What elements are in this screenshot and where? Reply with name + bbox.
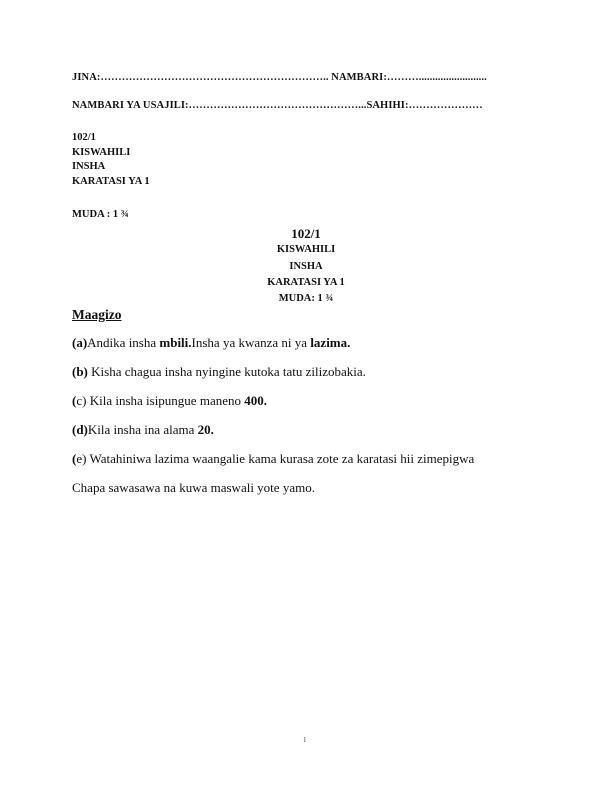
center-karatasi: KARATASI YA 1 [267, 277, 345, 288]
instructions-title: Maagizo [72, 307, 122, 322]
paper-info-block [72, 131, 150, 189]
name-field-line[interactable] [72, 72, 487, 83]
item-label: (b) [72, 364, 88, 379]
center-paper: INSHA [289, 261, 323, 272]
page-number: 1 [303, 736, 307, 744]
instruction-b: (b) Kisha chagua insha nyingine kutoka tatu zilizobakia. [72, 364, 366, 379]
sahihi-label: SAHIHI: [366, 100, 409, 111]
paper-karatasi: KARATASI YA 1 [72, 175, 150, 187]
paper-time: MUDA : 1 ¾ [72, 209, 129, 220]
instruction-d: (d)Kila insha ina alama 20. [72, 422, 214, 437]
center-code: 102/1 [291, 226, 321, 241]
instruction-e: (e) Watahiniwa lazima waangalie kama kurasa zote za karatasi hii zimepigwa [72, 451, 475, 466]
sahihi-dots[interactable]: ………………… [408, 100, 483, 111]
jina-label: JINA: [72, 72, 101, 83]
usajili-label: NAMBARI YA USAJILI: [72, 100, 189, 111]
item-label-open: ( [72, 451, 77, 466]
item-label-open: ( [72, 393, 77, 408]
item-label: (d) [72, 422, 88, 437]
nambari-label: NAMBARI: [328, 72, 387, 83]
center-time: MUDA: 1 ¾ [278, 293, 334, 304]
item-label-rest: e) [76, 451, 87, 466]
jina-dots[interactable]: ……………………………………………………….. [100, 72, 329, 83]
instruction-c: (c) Kila insha isipungue maneno 400. [72, 393, 267, 408]
item-label-rest: c) [76, 393, 87, 408]
usajili-dots[interactable]: …………………………………………... [188, 100, 367, 111]
paper-subject: KISWAHILI [72, 146, 131, 158]
center-subject: KISWAHILI [276, 244, 336, 255]
instruction-e-continuation: Chapa sawasawa na kuwa maswali yote yamo. [72, 480, 315, 495]
item-label: (a) [72, 335, 88, 350]
instruction-a: (a)Andika insha mbili.Insha ya kwanza ni ya lazima. [72, 335, 351, 350]
paper-name: INSHA [72, 161, 106, 172]
nambari-dots[interactable]: ………......................... [386, 72, 487, 83]
registration-field-line[interactable] [72, 100, 483, 111]
paper-code: 102/1 [72, 132, 96, 143]
